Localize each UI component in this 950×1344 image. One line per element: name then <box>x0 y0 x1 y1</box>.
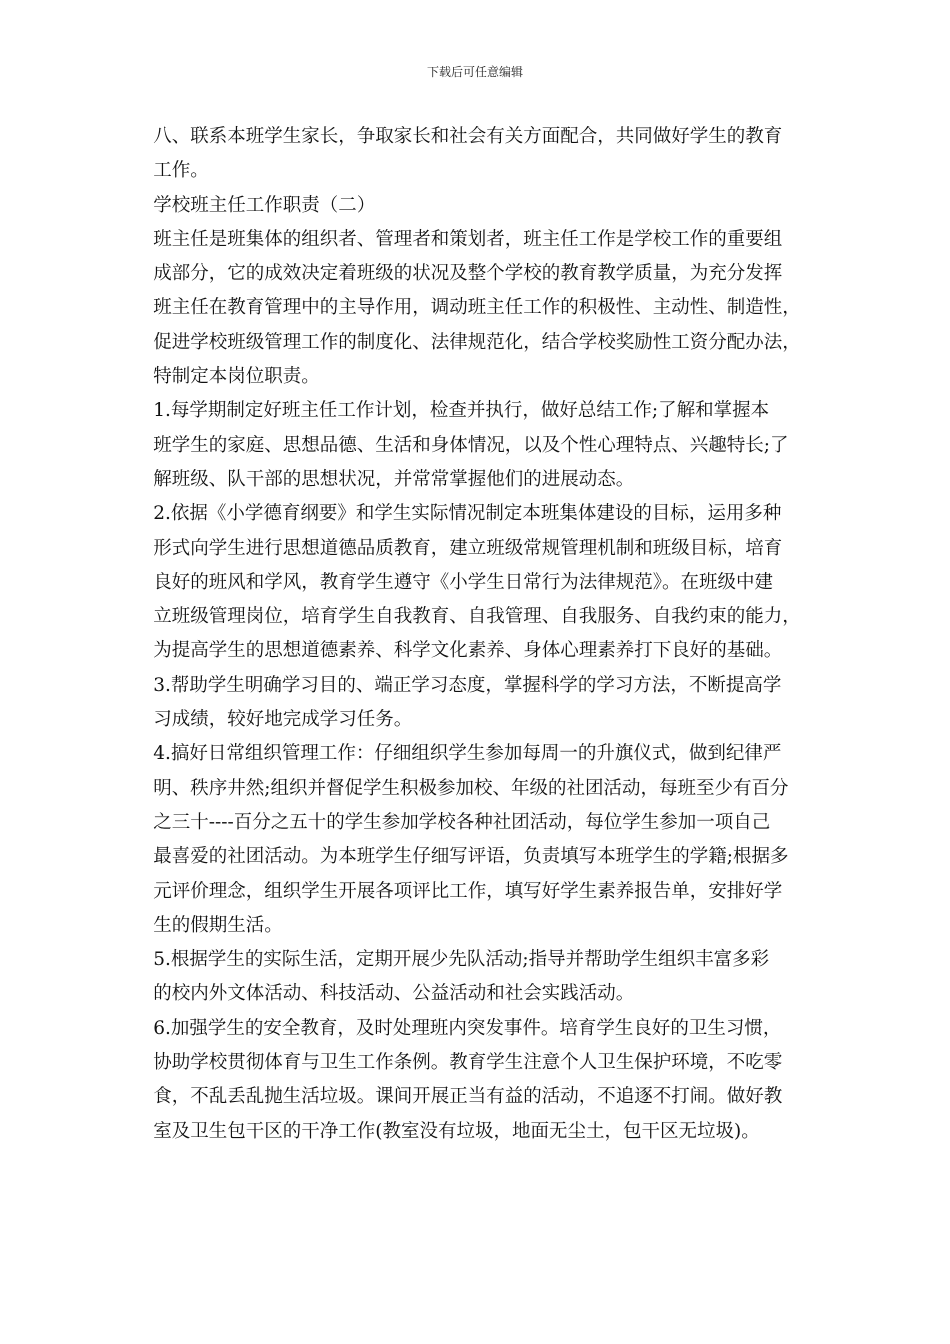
text-line: 4.搞好日常组织管理工作：仔细组织学生参加每周一的升旗仪式，做到纪律严 <box>153 743 782 765</box>
text-line: 的校内外文体活动、科技活动、公益活动和社会实践活动。 <box>153 983 635 1005</box>
text-line: 良好的班风和学风，教育学生遵守《小学生日常行为法律规范》。在班级中建 <box>153 571 774 593</box>
text-line: 形式向学生进行思想道德品质教育，建立班级常规管理机制和班级目标，培育 <box>153 537 783 559</box>
text-line: 之三十----百分之五十的学生参加学校各种社团活动，每位学生参加一项自己 <box>153 811 771 833</box>
text-line: 班主任是班集体的组织者、管理者和策划者，班主任工作是学校工作的重要组 <box>153 228 783 250</box>
duty-item-6 <box>144 1012 810 1149</box>
text-line: 立班级管理岗位，培育学生自我教育、自我管理、自我服务、自我约束的能力， <box>153 606 801 628</box>
document-body <box>144 120 810 1149</box>
duty-item-2 <box>144 497 810 668</box>
text-line: 解班级、队干部的思想状况，并常常掌握他们的进展动态。 <box>153 468 635 490</box>
header-text: 下载后可任意编辑 <box>426 65 523 79</box>
text-line: 5.根据学生的实际生活，定期开展少先队活动;指导并帮助学生组织丰富多彩 <box>153 949 770 971</box>
text-line: 为提高学生的思想道德素养、科学文化素养、身体心理素养打下良好的基础。 <box>153 640 783 662</box>
text-line: 成部分，它的成效决定着班级的状况及整个学校的教育教学质量，为充分发挥 <box>153 263 783 285</box>
text-line: 协助学校贯彻体育与卫生工作条例。教育学生注意个人卫生保护环境，不吃零 <box>153 1052 783 1074</box>
text-line: 学校班主任工作职责（二） <box>153 194 376 216</box>
duty-item-4 <box>144 737 810 943</box>
duty-item-5 <box>144 943 810 1012</box>
paragraph-item-8 <box>144 120 810 189</box>
page-header <box>0 64 950 80</box>
text-line: 生的假期生活。 <box>153 914 283 936</box>
text-line: 室及卫生包干区的干净工作(教室没有垃圾，地面无尘土，包干区无垃圾)。 <box>153 1120 760 1142</box>
text-line: 明、秩序井然;组织并督促学生积极参加校、年级的社团活动，每班至少有百分 <box>153 777 789 799</box>
text-line: 3.帮助学生明确学习目的、端正学习态度，掌握科学的学习方法，不断提高学 <box>153 674 782 696</box>
text-line: 食，不乱丢乱抛生活垃圾。课间开展正当有益的活动，不追逐不打闹。做好教 <box>153 1086 783 1108</box>
text-line: 元评价理念，组织学生开展各项评比工作，填写好学生素养报告单，安排好学 <box>153 880 783 902</box>
text-line: 促进学校班级管理工作的制度化、法律规范化，结合学校奖励性工资分配办法， <box>153 331 801 353</box>
text-line: 班学生的家庭、思想品德、生活和身体情况，以及个性心理特点、兴趣特长;了 <box>153 434 789 456</box>
text-line: 6.加强学生的安全教育，及时处理班内突发事件。培育学生良好的卫生习惯， <box>153 1017 782 1039</box>
text-line: 班主任在教育管理中的主导作用，调动班主任工作的积极性、主动性、制造性， <box>153 297 801 319</box>
text-line: 习成绩，较好地完成学习任务。 <box>153 709 413 731</box>
text-line: 1.每学期制定好班主任工作计划，检查并执行，做好总结工作;了解和掌握本 <box>153 400 770 422</box>
intro-paragraph <box>144 223 810 394</box>
text-line: 2.依据《小学德育纲要》和学生实际情况制定本班集体建设的目标，运用多种 <box>153 503 782 525</box>
section-heading <box>144 189 810 223</box>
text-line: 最喜爱的社团活动。为本班学生仔细写评语，负责填写本班学生的学籍;根据多 <box>153 846 789 868</box>
text-line: 八、联系本班学生家长，争取家长和社会有关方面配合，共同做好学生的教育 <box>153 126 783 147</box>
text-line: 特制定本岗位职责。 <box>153 366 320 388</box>
duty-item-1 <box>144 394 810 497</box>
text-line: 工作。 <box>153 160 209 182</box>
duty-item-3 <box>144 669 810 738</box>
